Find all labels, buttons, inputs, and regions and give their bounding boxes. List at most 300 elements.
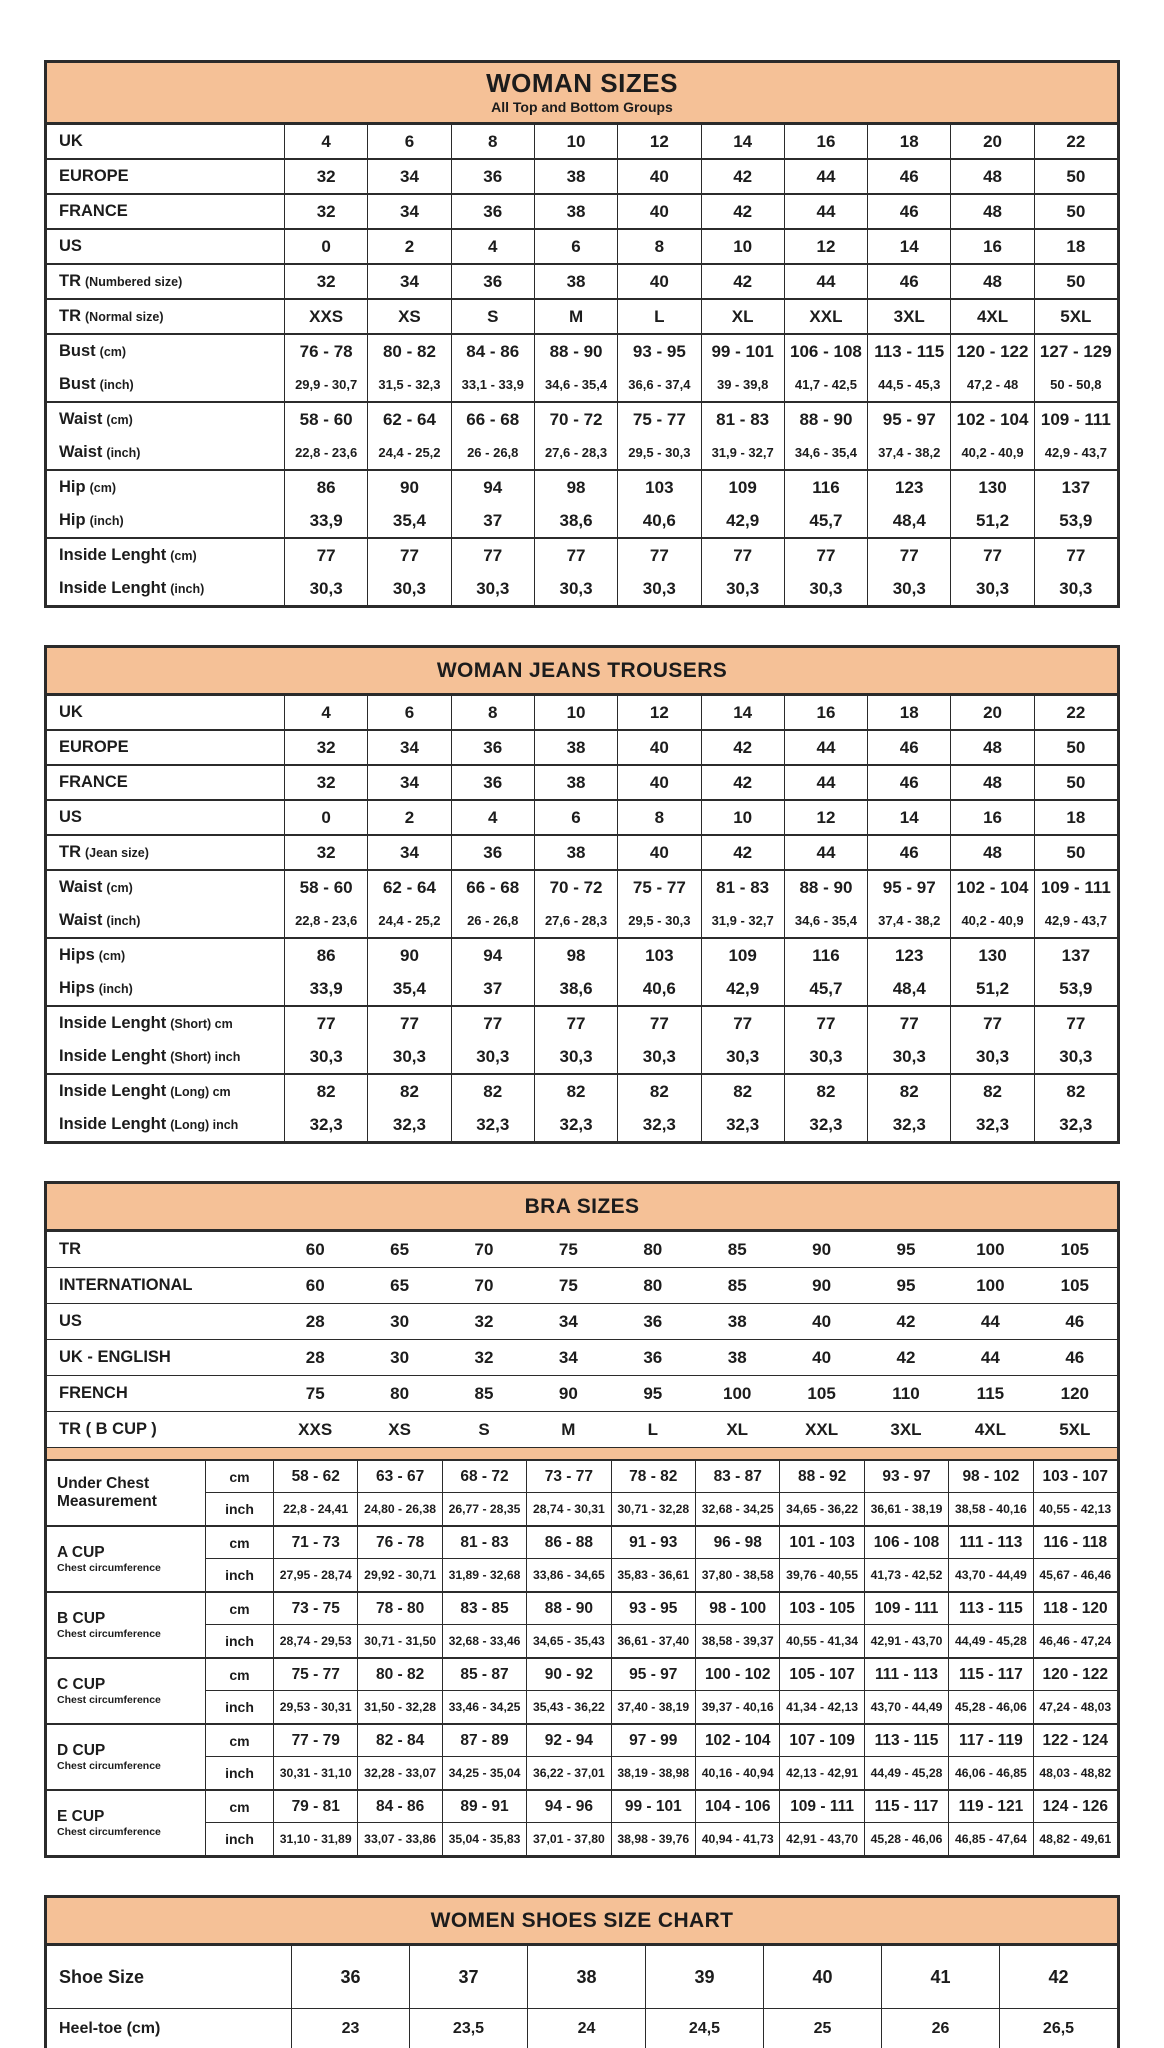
size-cell: 18 xyxy=(867,696,950,729)
cup-label-sub: Chest circumference xyxy=(57,1760,161,1773)
bra-cell-inch: 45,67 - 46,46 xyxy=(1033,1559,1117,1591)
size-cell: 30,3 xyxy=(284,572,367,605)
bra-cell-cm: 109 - 111 xyxy=(779,1791,863,1823)
bra-cell-cm: 118 - 120 xyxy=(1033,1593,1117,1625)
bra-cell-inch: 34,65 - 36,22 xyxy=(779,1493,863,1525)
size-cell: 75 - 77 xyxy=(617,403,700,436)
size-cell: 98 xyxy=(534,471,617,504)
size-cell: 40 xyxy=(617,160,700,193)
bra-cell-cm: 105 - 107 xyxy=(779,1659,863,1691)
bra-cell-inch: 41,73 - 42,52 xyxy=(864,1559,948,1591)
bra-list-cell: 44 xyxy=(980,1347,1000,1367)
bra-cell-inch: 48,03 - 48,82 xyxy=(1033,1757,1117,1789)
row-label xyxy=(47,1075,284,1108)
size-cell: 38,6 xyxy=(534,972,617,1005)
bra-list-cell: XL xyxy=(726,1419,749,1439)
size-cell: 50 xyxy=(1034,766,1117,799)
bra-cell-cm: 88 - 92 xyxy=(779,1461,863,1493)
size-row-block xyxy=(47,335,1117,403)
size-cell: 24,4 - 25,2 xyxy=(367,436,450,469)
shoe-cell: 36 xyxy=(291,1946,409,2008)
shoe-cell: 26 xyxy=(881,2009,999,2048)
cup-label-sub: Chest circumference xyxy=(57,1562,161,1575)
bra-list-row xyxy=(47,1232,1117,1268)
bra-cell-cm: 111 - 113 xyxy=(864,1659,948,1691)
bra-cell-inch: 31,89 - 32,68 xyxy=(442,1559,526,1591)
bra-cell-inch: 40,55 - 42,13 xyxy=(1033,1493,1117,1525)
size-cell: 35,4 xyxy=(367,504,450,537)
bra-cell-inch: 31,10 - 31,89 xyxy=(273,1823,357,1855)
size-cell: 42 xyxy=(701,265,784,298)
bra-cell-inch: 37,40 - 38,19 xyxy=(611,1691,695,1723)
bra-cell-cm: 111 - 113 xyxy=(948,1527,1032,1559)
size-cell: 30,3 xyxy=(617,572,700,605)
size-cell: 26 - 26,8 xyxy=(451,436,534,469)
bra-cell-inch: 42,91 - 43,70 xyxy=(779,1823,863,1855)
size-cell: 86 xyxy=(284,471,367,504)
size-cell: 48 xyxy=(950,836,1033,869)
cup-label xyxy=(47,1593,205,1657)
row-label-text: Inside Lenght xyxy=(59,1047,167,1065)
size-row-block xyxy=(47,1075,1117,1141)
size-cell: 6 xyxy=(367,696,450,729)
size-cell: 40 xyxy=(617,195,700,228)
size-cell: 32,3 xyxy=(701,1108,784,1141)
size-cell: 94 xyxy=(451,939,534,972)
size-cell: 77 xyxy=(617,1007,700,1040)
size-cell: 90 xyxy=(367,471,450,504)
size-cell: 77 xyxy=(534,539,617,572)
size-cell: 31,9 - 32,7 xyxy=(701,436,784,469)
bra-list-cell: 40 xyxy=(812,1347,832,1367)
bra-list-cell: 30 xyxy=(390,1347,410,1367)
bra-cell-inch: 24,80 - 26,38 xyxy=(357,1493,441,1525)
bra-cell-inch: 33,46 - 34,25 xyxy=(442,1691,526,1723)
bra-list-cell: 28 xyxy=(305,1311,325,1331)
bra-cell-inch: 46,06 - 46,85 xyxy=(948,1757,1032,1789)
size-cell: 77 xyxy=(451,539,534,572)
size-row-block xyxy=(47,160,1117,195)
woman-jeans-table xyxy=(44,645,1120,1144)
cup-label xyxy=(47,1659,205,1723)
bra-list-row xyxy=(47,1304,1117,1340)
size-cell: 34 xyxy=(367,731,450,764)
size-cell: 30,3 xyxy=(367,572,450,605)
size-cell: 77 xyxy=(867,539,950,572)
size-cell: 48,4 xyxy=(867,504,950,537)
row-label-text: Inside Lenght xyxy=(59,579,167,597)
size-row-block xyxy=(47,939,1117,1007)
size-cell: 81 - 83 xyxy=(701,871,784,904)
bra-cell-cm: 91 - 93 xyxy=(611,1527,695,1559)
size-cell: 31,5 - 32,3 xyxy=(367,368,450,401)
bra-cell-inch: 46,46 - 47,24 xyxy=(1033,1625,1117,1657)
bra-cell-inch: 34,65 - 35,43 xyxy=(526,1625,610,1657)
row-label-text: TR xyxy=(59,307,81,325)
size-cell: 37 xyxy=(451,972,534,1005)
size-cell: 48 xyxy=(950,731,1033,764)
bra-cell-cm: 119 - 121 xyxy=(948,1791,1032,1823)
size-cell: 29,9 - 30,7 xyxy=(284,368,367,401)
size-row xyxy=(47,471,1117,504)
size-cell: 2 xyxy=(367,801,450,834)
bra-list-cell: 70 xyxy=(474,1239,494,1259)
row-label: Shoe Size xyxy=(59,1966,145,1987)
size-cell: 30,3 xyxy=(950,572,1033,605)
bra-cell-cm: 93 - 95 xyxy=(611,1593,695,1625)
row-label-sub: (inch) xyxy=(170,581,205,596)
row-label xyxy=(47,731,284,764)
size-row-block xyxy=(47,403,1117,471)
size-cell: 62 - 64 xyxy=(367,871,450,904)
size-cell: 93 - 95 xyxy=(617,335,700,368)
bra-cell-inch: 46,85 - 47,64 xyxy=(948,1823,1032,1855)
bra-cell-cm: 89 - 91 xyxy=(442,1791,526,1823)
bra-list-cell: 80 xyxy=(643,1239,663,1259)
row-label xyxy=(47,871,284,904)
size-cell: 109 - 111 xyxy=(1034,871,1117,904)
size-cell: 34 xyxy=(367,265,450,298)
size-cell: 38 xyxy=(534,265,617,298)
size-row xyxy=(47,539,1117,572)
size-cell: 40 xyxy=(617,836,700,869)
row-label-sub: (Short) inch xyxy=(170,1049,241,1064)
size-cell: 30,3 xyxy=(534,572,617,605)
bra-cell-cm: 103 - 105 xyxy=(779,1593,863,1625)
size-cell: 77 xyxy=(367,1007,450,1040)
bra-cell-inch: 41,34 - 42,13 xyxy=(779,1691,863,1723)
bra-list-cell: 36 xyxy=(643,1311,663,1331)
shoe-cell: 23 xyxy=(291,2009,409,2048)
bra-sizes-list xyxy=(47,1232,1117,1448)
row-label xyxy=(47,1040,284,1073)
row-label: INTERNATIONAL xyxy=(59,1276,193,1294)
bra-cell-inch: 32,28 - 33,07 xyxy=(357,1757,441,1789)
size-row xyxy=(47,160,1117,193)
bra-list-cell: 75 xyxy=(558,1239,578,1259)
row-label-text: EUROPE xyxy=(59,167,129,185)
size-cell: 4 xyxy=(451,230,534,263)
row-label xyxy=(47,160,284,193)
size-row xyxy=(47,230,1117,263)
size-cell: 32,3 xyxy=(784,1108,867,1141)
size-cell: 116 xyxy=(784,471,867,504)
bra-measurement-grid xyxy=(47,1461,1117,1855)
size-row-block xyxy=(47,265,1117,300)
size-cell: 95 - 97 xyxy=(867,871,950,904)
bra-cell-cm: 84 - 86 xyxy=(357,1791,441,1823)
size-cell: 88 - 90 xyxy=(784,871,867,904)
unit-label-inch: inch xyxy=(205,1757,273,1789)
bra-cell-cm: 115 - 117 xyxy=(864,1791,948,1823)
size-row xyxy=(47,1007,1117,1040)
row-label-sub: (cm) xyxy=(106,412,133,427)
row-label xyxy=(47,904,284,937)
bra-cell-inch: 43,70 - 44,49 xyxy=(864,1691,948,1723)
size-cell: 109 xyxy=(701,471,784,504)
unit-label-cm: cm xyxy=(205,1659,273,1691)
row-label-sub: (inch) xyxy=(89,513,124,528)
bra-cell-inch: 30,71 - 32,28 xyxy=(611,1493,695,1525)
size-cell: 123 xyxy=(867,471,950,504)
bra-cell-cm: 99 - 101 xyxy=(611,1791,695,1823)
bra-cell-inch: 42,13 - 42,91 xyxy=(779,1757,863,1789)
size-cell: 51,2 xyxy=(950,972,1033,1005)
size-row xyxy=(47,766,1117,799)
bra-cell-inch: 36,61 - 37,40 xyxy=(611,1625,695,1657)
size-cell: 30,3 xyxy=(284,1040,367,1073)
cup-label-text: D CUP xyxy=(57,1741,106,1759)
bra-list-cell: 100 xyxy=(976,1275,1005,1295)
cup-label-text: B CUP xyxy=(57,1609,106,1627)
woman-sizes-table xyxy=(44,60,1120,608)
bra-sizes-table xyxy=(44,1181,1120,1858)
size-cell: 35,4 xyxy=(367,972,450,1005)
row-label xyxy=(47,766,284,799)
size-cell: 32,3 xyxy=(617,1108,700,1141)
cup-label-sub: Chest circumference xyxy=(57,1628,161,1641)
bra-list-cell: 30 xyxy=(390,1311,410,1331)
bra-cell-cm: 120 - 122 xyxy=(1033,1659,1117,1691)
size-cell: 2 xyxy=(367,230,450,263)
size-cell: 77 xyxy=(1034,1007,1117,1040)
bra-cell-inch: 35,43 - 36,22 xyxy=(526,1691,610,1723)
size-cell: 8 xyxy=(617,801,700,834)
woman-sizes-title: WOMAN SIZES xyxy=(486,67,678,98)
size-cell: 34 xyxy=(367,836,450,869)
size-cell: XXS xyxy=(284,300,367,333)
woman-jeans-header xyxy=(47,648,1117,696)
row-label-text: Hip xyxy=(59,511,86,529)
size-cell: 44 xyxy=(784,265,867,298)
size-cell: 40 xyxy=(617,265,700,298)
size-row-block xyxy=(47,1007,1117,1075)
row-label-sub: (Jean size) xyxy=(85,845,149,860)
size-cell: 45,7 xyxy=(784,972,867,1005)
size-cell: 58 - 60 xyxy=(284,871,367,904)
bra-list-row xyxy=(47,1376,1117,1412)
size-cell: XS xyxy=(367,300,450,333)
size-cell: 47,2 - 48 xyxy=(950,368,1033,401)
bra-list-cell: M xyxy=(561,1419,576,1439)
size-cell: 34 xyxy=(367,195,450,228)
size-cell: XXL xyxy=(784,300,867,333)
bra-list-cell: 100 xyxy=(723,1383,752,1403)
bra-cell-inch: 40,16 - 40,94 xyxy=(695,1757,779,1789)
size-cell: 20 xyxy=(950,125,1033,158)
size-cell: 32 xyxy=(284,836,367,869)
size-cell: 37,4 - 38,2 xyxy=(867,436,950,469)
size-cell: 46 xyxy=(867,766,950,799)
row-label-text: Hips xyxy=(59,946,95,964)
bra-cell-inch: 35,04 - 35,83 xyxy=(442,1823,526,1855)
size-cell: 82 xyxy=(284,1075,367,1108)
size-cell: 48 xyxy=(950,160,1033,193)
bra-cell-inch: 38,98 - 39,76 xyxy=(611,1823,695,1855)
bra-cell-inch: 40,55 - 41,34 xyxy=(779,1625,863,1657)
size-row xyxy=(47,1108,1117,1141)
shoe-cell: 25 xyxy=(763,2009,881,2048)
bra-cell-inch: 38,58 - 39,37 xyxy=(695,1625,779,1657)
size-row xyxy=(47,265,1117,298)
bra-cell-cm: 73 - 77 xyxy=(526,1461,610,1493)
bra-cell-cm: 78 - 80 xyxy=(357,1593,441,1625)
bra-cell-cm: 85 - 87 xyxy=(442,1659,526,1691)
size-cell: 30,3 xyxy=(1034,572,1117,605)
size-row-block xyxy=(47,300,1117,335)
size-cell: 30,3 xyxy=(701,1040,784,1073)
bra-list-cell: XS xyxy=(388,1419,411,1439)
woman-jeans-rows xyxy=(47,696,1117,1141)
size-cell: 3XL xyxy=(867,300,950,333)
bra-list-cell: 4XL xyxy=(974,1419,1006,1439)
bra-cell-inch: 36,22 - 37,01 xyxy=(526,1757,610,1789)
bra-list-cell: 44 xyxy=(980,1311,1000,1331)
size-cell: 36,6 - 37,4 xyxy=(617,368,700,401)
size-cell: 37 xyxy=(451,504,534,537)
size-cell: 30,3 xyxy=(867,572,950,605)
row-label-sub: (Short) cm xyxy=(170,1016,233,1031)
size-row xyxy=(47,1075,1117,1108)
bra-cell-cm: 80 - 82 xyxy=(357,1659,441,1691)
size-cell: 50 xyxy=(1034,731,1117,764)
size-cell: 42 xyxy=(701,195,784,228)
size-cell: 77 xyxy=(284,539,367,572)
size-cell: 70 - 72 xyxy=(534,403,617,436)
size-cell: 40,6 xyxy=(617,504,700,537)
size-cell: 116 xyxy=(784,939,867,972)
size-cell: 42,9 - 43,7 xyxy=(1034,436,1117,469)
bra-list-cell: 38 xyxy=(727,1347,747,1367)
row-label-text: Waist xyxy=(59,878,103,896)
row-label xyxy=(47,125,284,158)
bra-cell-inch: 40,94 - 41,73 xyxy=(695,1823,779,1855)
size-cell: 42 xyxy=(701,160,784,193)
size-cell: 62 - 64 xyxy=(367,403,450,436)
bra-cell-inch: 37,80 - 38,58 xyxy=(695,1559,779,1591)
bra-cell-inch: 32,68 - 33,46 xyxy=(442,1625,526,1657)
size-cell: 38,6 xyxy=(534,504,617,537)
size-cell: 39 - 39,8 xyxy=(701,368,784,401)
row-label xyxy=(47,539,284,572)
size-cell: 42,9 xyxy=(701,504,784,537)
shoe-cell: 42 xyxy=(999,1946,1117,2008)
size-cell: 5XL xyxy=(1034,300,1117,333)
size-cell: 48 xyxy=(950,265,1033,298)
row-label-text: TR xyxy=(59,272,81,290)
row-label-text: EUROPE xyxy=(59,738,129,756)
size-cell: 32,3 xyxy=(1034,1108,1117,1141)
size-cell: 46 xyxy=(867,265,950,298)
size-row xyxy=(47,801,1117,834)
size-cell: 26 - 26,8 xyxy=(451,904,534,937)
size-cell: 42,9 xyxy=(701,972,784,1005)
size-cell: S xyxy=(451,300,534,333)
size-cell: 50 xyxy=(1034,160,1117,193)
size-cell: 109 - 111 xyxy=(1034,403,1117,436)
size-cell: 48,4 xyxy=(867,972,950,1005)
size-cell: 50 - 50,8 xyxy=(1034,368,1117,401)
size-cell: 38 xyxy=(534,731,617,764)
woman-jeans-title: WOMAN JEANS TROUSERS xyxy=(436,658,728,682)
size-cell: 82 xyxy=(534,1075,617,1108)
bra-list-cell: 3XL xyxy=(890,1419,922,1439)
size-row-block xyxy=(47,731,1117,766)
bra-list-cell: 36 xyxy=(643,1347,663,1367)
size-cell: 14 xyxy=(867,230,950,263)
bra-cell-cm: 117 - 119 xyxy=(948,1725,1032,1757)
row-label-text: Bust xyxy=(59,342,96,360)
bra-cell-inch: 31,50 - 32,28 xyxy=(357,1691,441,1723)
bra-list-cell: 40 xyxy=(812,1311,832,1331)
bra-list-row xyxy=(47,1340,1117,1376)
bra-list-cell: 32 xyxy=(474,1347,494,1367)
row-label-text: Inside Lenght xyxy=(59,546,167,564)
bra-cell-inch: 44,49 - 45,28 xyxy=(948,1625,1032,1657)
size-cell: 98 xyxy=(534,939,617,972)
size-cell: 46 xyxy=(867,731,950,764)
size-row xyxy=(47,125,1117,158)
size-cell: 103 xyxy=(617,471,700,504)
size-cell: 50 xyxy=(1034,195,1117,228)
size-cell: 30,3 xyxy=(701,572,784,605)
size-cell: 36 xyxy=(451,265,534,298)
size-cell: 10 xyxy=(534,696,617,729)
bra-cell-inch: 44,49 - 45,28 xyxy=(864,1757,948,1789)
size-cell: 44 xyxy=(784,160,867,193)
bra-cell-cm: 71 - 73 xyxy=(273,1527,357,1559)
size-cell: 22 xyxy=(1034,696,1117,729)
row-label-text: Waist xyxy=(59,443,103,461)
row-label-text: Inside Lenght xyxy=(59,1014,167,1032)
size-cell: 120 - 122 xyxy=(950,335,1033,368)
row-label-text: Bust xyxy=(59,375,96,393)
size-cell: 75 - 77 xyxy=(617,871,700,904)
row-label-sub: (Numbered size) xyxy=(85,274,183,289)
row-label xyxy=(47,335,284,368)
shoe-cell: 37 xyxy=(409,1946,527,2008)
size-cell: 77 xyxy=(284,1007,367,1040)
row-label-text: FRANCE xyxy=(59,202,128,220)
bra-cell-inch: 34,25 - 35,04 xyxy=(442,1757,526,1789)
size-cell: 130 xyxy=(950,471,1033,504)
size-row-block xyxy=(47,125,1117,160)
size-cell: 40,2 - 40,9 xyxy=(950,904,1033,937)
bra-list-cell: 85 xyxy=(727,1275,747,1295)
bra-list-cell: 70 xyxy=(474,1275,494,1295)
size-cell: 46 xyxy=(867,160,950,193)
size-cell: 38 xyxy=(534,766,617,799)
bra-list-cell: 90 xyxy=(812,1275,832,1295)
bra-list-cell: 95 xyxy=(896,1239,916,1259)
bra-list-cell: 100 xyxy=(976,1239,1005,1259)
bra-cell-cm: 116 - 118 xyxy=(1033,1527,1117,1559)
woman-sizes-rows xyxy=(47,125,1117,605)
size-cell: 45,7 xyxy=(784,504,867,537)
bra-cell-cm: 101 - 103 xyxy=(779,1527,863,1559)
size-cell: 18 xyxy=(867,125,950,158)
row-label-sub: (cm) xyxy=(98,948,126,963)
size-cell: 88 - 90 xyxy=(534,335,617,368)
size-cell: 4 xyxy=(284,696,367,729)
size-cell: 24,4 - 25,2 xyxy=(367,904,450,937)
size-cell: 18 xyxy=(1034,230,1117,263)
size-cell: 76 - 78 xyxy=(284,335,367,368)
size-cell: 77 xyxy=(784,539,867,572)
cup-block xyxy=(47,1593,1117,1659)
bra-cell-inch: 22,8 - 24,41 xyxy=(273,1493,357,1525)
size-cell: 82 xyxy=(784,1075,867,1108)
